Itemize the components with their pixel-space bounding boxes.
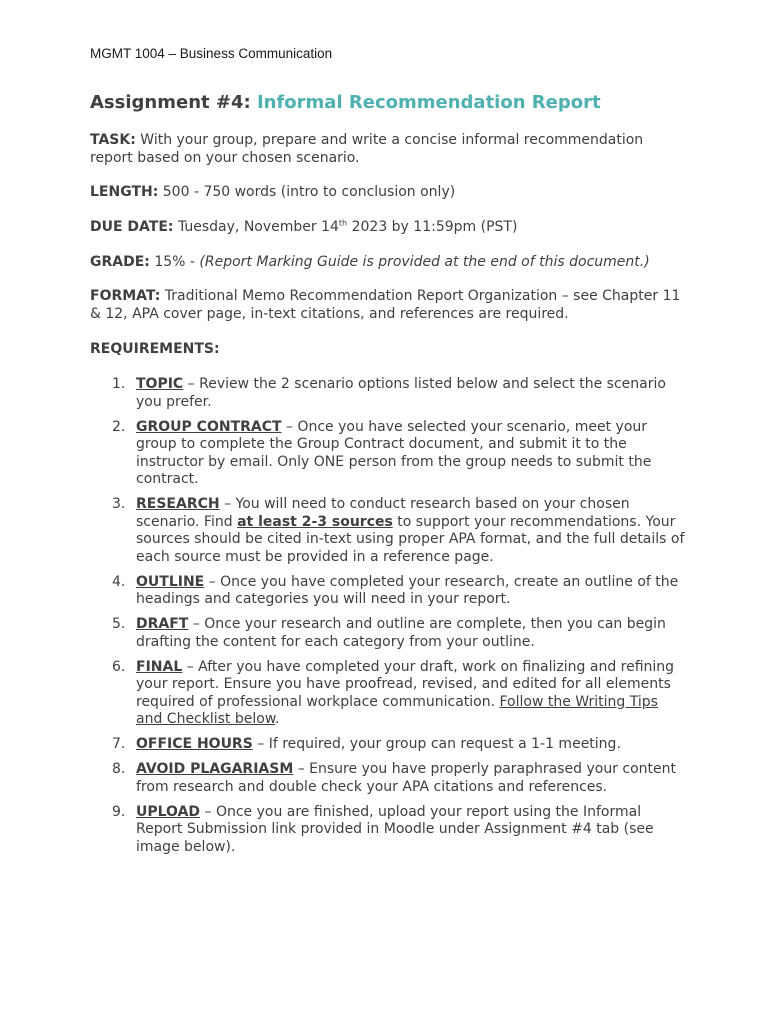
item-number: 6. <box>112 658 126 675</box>
item-number: 5. <box>112 616 126 632</box>
writing-tips-link[interactable]: Follow the Writing Tips and Checklist below <box>136 693 658 727</box>
length-section <box>90 184 690 202</box>
length-label: LENGTH: <box>90 184 159 200</box>
item-text: – Ensure you have properly paraphrased your content from research and double check your APA citations and references. <box>136 761 676 795</box>
list-item <box>90 496 688 566</box>
requirements-heading <box>90 341 690 359</box>
assignment-title <box>90 92 601 113</box>
due-date-text-after: 2023 by 11:59pm (PST) <box>351 219 518 235</box>
item-keyword: OFFICE HOURS <box>136 736 253 752</box>
title-prefix: Assignment #4: <box>90 92 251 113</box>
task-section <box>90 132 690 167</box>
item-keyword: GROUP CONTRACT <box>136 418 282 435</box>
due-date-sup: th <box>338 218 348 228</box>
list-item <box>90 574 688 609</box>
item-keyword: FINAL <box>136 658 183 675</box>
item-text: – Once your research and outline are complete, then you can begin drafting the content for each category from your outline. <box>136 616 666 650</box>
item-text: – You will need to conduct research based on your chosen scenario. Find <box>136 496 630 530</box>
item-keyword: DRAFT <box>136 616 189 632</box>
list-item <box>90 761 688 796</box>
item-text: – Once you have completed your research, create an outline of the headings and categories you will need in your report. <box>136 573 679 607</box>
due-date-text: Tuesday, November 14 <box>177 219 339 235</box>
grade-text: 15% - <box>154 254 195 270</box>
due-date-section <box>90 219 690 237</box>
requirements-list <box>90 376 688 864</box>
format-text: Traditional Memo Recommendation Report Organization – see Chapter 11 & 12, APA cover page, in-text citations, and references are required. <box>90 288 681 322</box>
item-number: 9. <box>112 803 126 820</box>
course-header: MGMT 1004 – Business Communication <box>90 46 333 61</box>
list-item <box>90 804 688 857</box>
list-item <box>90 659 688 729</box>
list-item <box>90 736 688 754</box>
task-label: TASK: <box>90 132 136 148</box>
grade-label: GRADE: <box>90 254 150 270</box>
format-label: FORMAT: <box>90 288 161 304</box>
item-number: 1. <box>112 376 126 392</box>
grade-section <box>90 254 690 272</box>
task-text: With your group, prepare and write a concise informal recommendation report based on your chosen scenario. <box>90 132 644 166</box>
length-text: 500 - 750 words (intro to conclusion only) <box>162 184 456 200</box>
item-number: 7. <box>112 736 126 752</box>
due-date-label: DUE DATE: <box>90 219 174 235</box>
list-item <box>90 419 688 489</box>
item-emphasis: at least 2-3 sources <box>237 513 393 530</box>
grade-note: (Report Marking Guide is provided at the end of this document.) <box>199 254 650 270</box>
item-keyword: TOPIC <box>136 376 184 392</box>
item-text: – Once you are finished, upload your report using the Informal Report Submission link provided in Moodle under Assignment #4 tab (see image below). <box>136 803 654 855</box>
title-name: Informal Recommendation Report <box>256 92 601 113</box>
item-end: . <box>275 711 280 727</box>
item-keyword: OUTLINE <box>136 573 205 590</box>
format-section <box>90 288 690 323</box>
item-number: 8. <box>112 761 126 777</box>
list-item <box>90 376 688 411</box>
item-keyword: UPLOAD <box>136 803 201 820</box>
requirements-label: REQUIREMENTS: <box>90 341 220 357</box>
item-text: – Review the 2 scenario options listed below and select the scenario you prefer. <box>136 376 666 410</box>
item-number: 3. <box>112 496 126 512</box>
item-text: – If required, your group can request a 1-1 meeting. <box>257 736 621 752</box>
item-keyword: AVOID PLAGARIASM <box>136 761 294 777</box>
item-text: – After you have completed your draft, work on finalizing and refining your report. Ensure you have proofread, revised, and edited for all elements required of professional workplace communication. <box>136 658 675 710</box>
item-text-after: to support your recommendations. Your sources should be cited in-text using proper APA format, and the full details of each source must be provided in a reference page. <box>136 513 685 565</box>
item-number: 4. <box>112 573 126 590</box>
item-number: 2. <box>112 418 126 435</box>
item-text: – Once you have selected your scenario, meet your group to complete the Group Contract document, and submit it to the instructor by email. Only ONE person from the group needs to submit the contract. <box>136 418 652 487</box>
item-keyword: RESEARCH <box>136 496 220 512</box>
list-item <box>90 616 688 651</box>
